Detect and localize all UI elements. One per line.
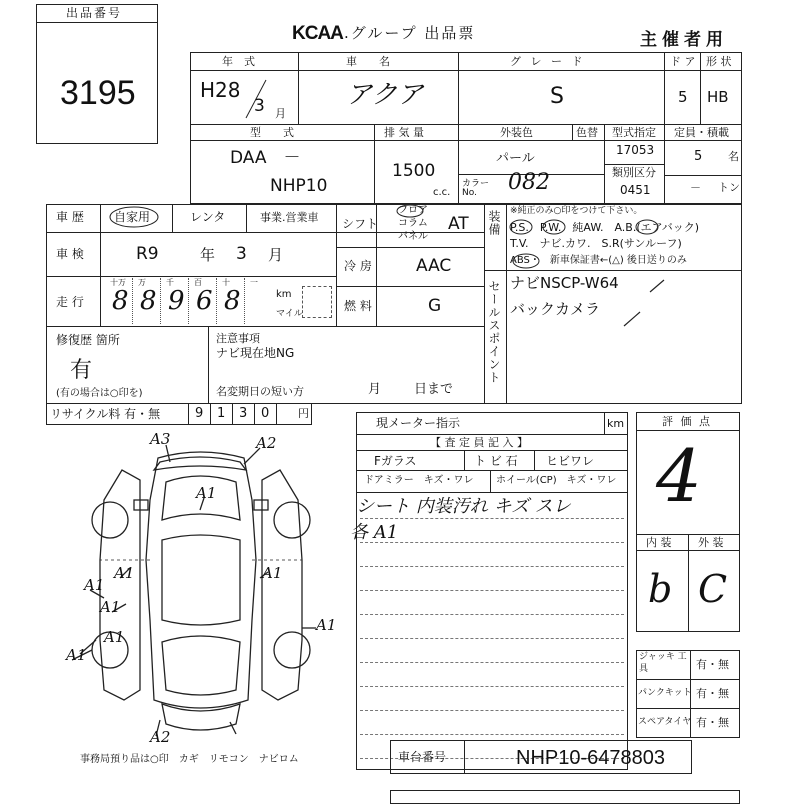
- diagram-footer: 事務局預り品は○印 カギ リモコン ナビロム: [80, 754, 299, 765]
- color-change-label: 色替: [576, 126, 598, 139]
- exterior-color: パール: [496, 151, 535, 166]
- mileage-digit-label: 十万: [110, 278, 126, 287]
- meter-km: km: [607, 417, 625, 430]
- load: －: [690, 181, 701, 194]
- mileage-digit-label: 千: [166, 278, 174, 287]
- inspection-month: 3: [236, 244, 247, 264]
- load-unit: トン: [718, 181, 740, 194]
- damage-mark: A1: [66, 646, 87, 664]
- name-change-day: 日まで: [414, 382, 454, 397]
- damage-mark: A1: [316, 616, 337, 634]
- exterior-score: C: [698, 567, 728, 611]
- model-prefix: DAA －: [230, 148, 301, 168]
- equipment-line2: T.V. ナビ.カワ. S.R(サンルーフ): [510, 237, 682, 250]
- doors: 5: [678, 88, 688, 106]
- score-value: 4: [656, 434, 702, 518]
- caution-label: 注意事項: [216, 332, 260, 345]
- mileage-label: 走 行: [56, 295, 84, 309]
- recycle-digit: 1: [217, 406, 226, 421]
- meter-label: 現メーター指示: [376, 416, 461, 430]
- score-label: 評 価 点: [662, 415, 712, 428]
- recycle-digit: 9: [195, 406, 204, 421]
- stone-chip: ト ビ 石: [474, 454, 518, 468]
- exterior-label: 外 装: [698, 536, 724, 549]
- spare-label: スペアタイヤ: [638, 717, 692, 727]
- car-name: アクア: [346, 80, 424, 110]
- inspector-comment-1: シート 内装汚れ キズ スレ: [356, 496, 571, 517]
- mileage-digit: 8: [112, 286, 129, 316]
- shift-column: コラム: [398, 218, 428, 229]
- damage-mark: A1: [114, 564, 135, 582]
- repair-label: 修復歴 箇所: [56, 333, 120, 347]
- interior-score: b: [648, 567, 673, 611]
- wheel: ホイール(CP) キズ・ワレ: [496, 475, 617, 486]
- grade: S: [550, 84, 564, 109]
- type-designation: 17053: [616, 143, 655, 157]
- name-change-month: 月: [368, 382, 382, 397]
- form-title: .グループ 出品票: [344, 24, 476, 42]
- spare-value[interactable]: 有・無: [696, 716, 729, 729]
- recycle-digit: 0: [261, 406, 270, 421]
- shift-panel: パネル: [398, 231, 428, 242]
- lot-number-label: 出品番号: [66, 6, 123, 20]
- shape-label: 形 状: [706, 55, 732, 68]
- sales-point-2: バックカメラ: [510, 300, 601, 318]
- damage-mark: A3: [150, 430, 171, 448]
- mileage-digit: 6: [196, 286, 213, 316]
- shift-floor: フロア: [398, 205, 428, 216]
- mile-unit: マイル: [276, 309, 303, 319]
- auction-logo: KCAA: [292, 23, 343, 44]
- recycle-label: リサイクル料 有・無: [50, 407, 161, 421]
- lot-number: 3195: [60, 74, 136, 112]
- mileage-digit: 9: [168, 286, 185, 316]
- equipment-note: ※純正のみ○印をつけて下さい。: [510, 206, 643, 216]
- shape: HB: [707, 88, 729, 106]
- history-private[interactable]: 自家用: [114, 210, 151, 224]
- km-unit: km: [276, 289, 292, 300]
- equipment-label: 装備: [487, 210, 501, 236]
- mileage-digit: 8: [224, 286, 241, 316]
- caution-text: ナビ現在地NG: [216, 346, 295, 360]
- damage-mark: A1: [100, 598, 121, 616]
- model-label: 型 式: [250, 126, 294, 139]
- sales-point-1: ナビNSCP-W64: [510, 274, 619, 292]
- model-code: NHP10: [270, 176, 328, 196]
- recycle-digit: 3: [239, 406, 248, 421]
- doors-label: ド ア: [670, 55, 696, 68]
- inspector-section: 【 査 定 員 記 入 】: [430, 436, 528, 449]
- damage-mark: A1: [84, 576, 105, 594]
- inspection-month-unit: 月: [268, 246, 284, 264]
- name-label: 車 名: [346, 55, 390, 68]
- damage-mark: A2: [256, 434, 277, 452]
- displacement: 1500: [392, 161, 436, 181]
- chassis-label: 車台番号: [398, 750, 447, 764]
- inspection-year-unit: 年: [200, 246, 216, 264]
- month-unit: 月: [275, 107, 286, 120]
- damage-mark: A1: [262, 564, 283, 582]
- chassis-number: NHP10-6478803: [516, 747, 665, 769]
- damage-mark: A1: [104, 628, 125, 646]
- displacement-label: 排 気 量: [384, 126, 424, 139]
- front-glass: Fガラス: [374, 454, 417, 468]
- cc-unit: c.c.: [433, 187, 451, 198]
- capacity-unit: 名: [728, 150, 739, 163]
- grade-label: グ レ ー ド: [510, 55, 586, 68]
- puncture-label: パンクキット: [638, 688, 692, 698]
- color-no: 082: [508, 170, 550, 195]
- interior-label: 内 装: [646, 536, 672, 549]
- year-label: 年 式: [222, 55, 255, 68]
- damage-mark: A1: [196, 484, 217, 502]
- mileage-digit-label: 万: [138, 278, 146, 287]
- color-label: 外装色: [500, 126, 533, 139]
- mileage-digit-label: 百: [194, 278, 202, 287]
- class-label: 類別区分: [612, 166, 656, 179]
- damage-mark: A2: [150, 728, 171, 746]
- jack-label: ジャッキ 工具: [639, 652, 687, 674]
- shift-label: シフト: [342, 217, 379, 231]
- history-business[interactable]: 事業.営業車: [260, 211, 319, 224]
- repair-note: (有の場合は○印を): [56, 388, 143, 399]
- ac-value: AAC: [416, 256, 452, 276]
- year-month: 3: [254, 96, 265, 116]
- inspection-label: 車 検: [56, 247, 84, 261]
- inspection-era: R9: [136, 244, 159, 264]
- class-number: 0451: [620, 183, 651, 197]
- jack-value[interactable]: 有・無: [696, 658, 729, 671]
- copy-label: 主催者用: [640, 30, 728, 50]
- glass-crack: ヒビワレ: [546, 454, 595, 468]
- fuel-label: 燃 料: [344, 299, 372, 313]
- history-label: 車 歴: [56, 210, 84, 224]
- mileage-digit-label: 一: [250, 278, 258, 287]
- equipment-line3: ABS・ 新車保証書←(△) 後日送りのみ: [510, 255, 687, 266]
- capacity: 5: [694, 149, 703, 164]
- bottom-table: [390, 790, 740, 804]
- capacity-label: 定員・積載: [674, 126, 729, 139]
- history-rental[interactable]: レンタ: [190, 210, 226, 224]
- inspector-comment-2: 各 A1: [350, 522, 399, 543]
- repair-value: 有: [70, 358, 93, 383]
- recycle-unit: 円: [298, 407, 309, 420]
- year-era: H28: [200, 78, 241, 102]
- equipment-line1: P.S. P.W. 純AW. A.B.(エアバック): [510, 221, 700, 234]
- mileage-digit-label: 十: [222, 278, 230, 287]
- mileage-digit: 8: [140, 286, 157, 316]
- color-no-label: カラーNo.: [462, 179, 490, 198]
- sales-point-label: セールスポイント: [487, 280, 501, 384]
- puncture-value[interactable]: 有・無: [696, 687, 729, 700]
- shift-value: AT: [448, 214, 469, 234]
- ac-label: 冷 房: [344, 259, 372, 273]
- door-mirror: ドアミラー キズ・ワレ: [364, 475, 474, 486]
- name-change-label: 名変期日の短い方: [216, 385, 304, 398]
- type-designation-label: 型式指定: [612, 126, 656, 139]
- fuel-value: G: [428, 296, 442, 316]
